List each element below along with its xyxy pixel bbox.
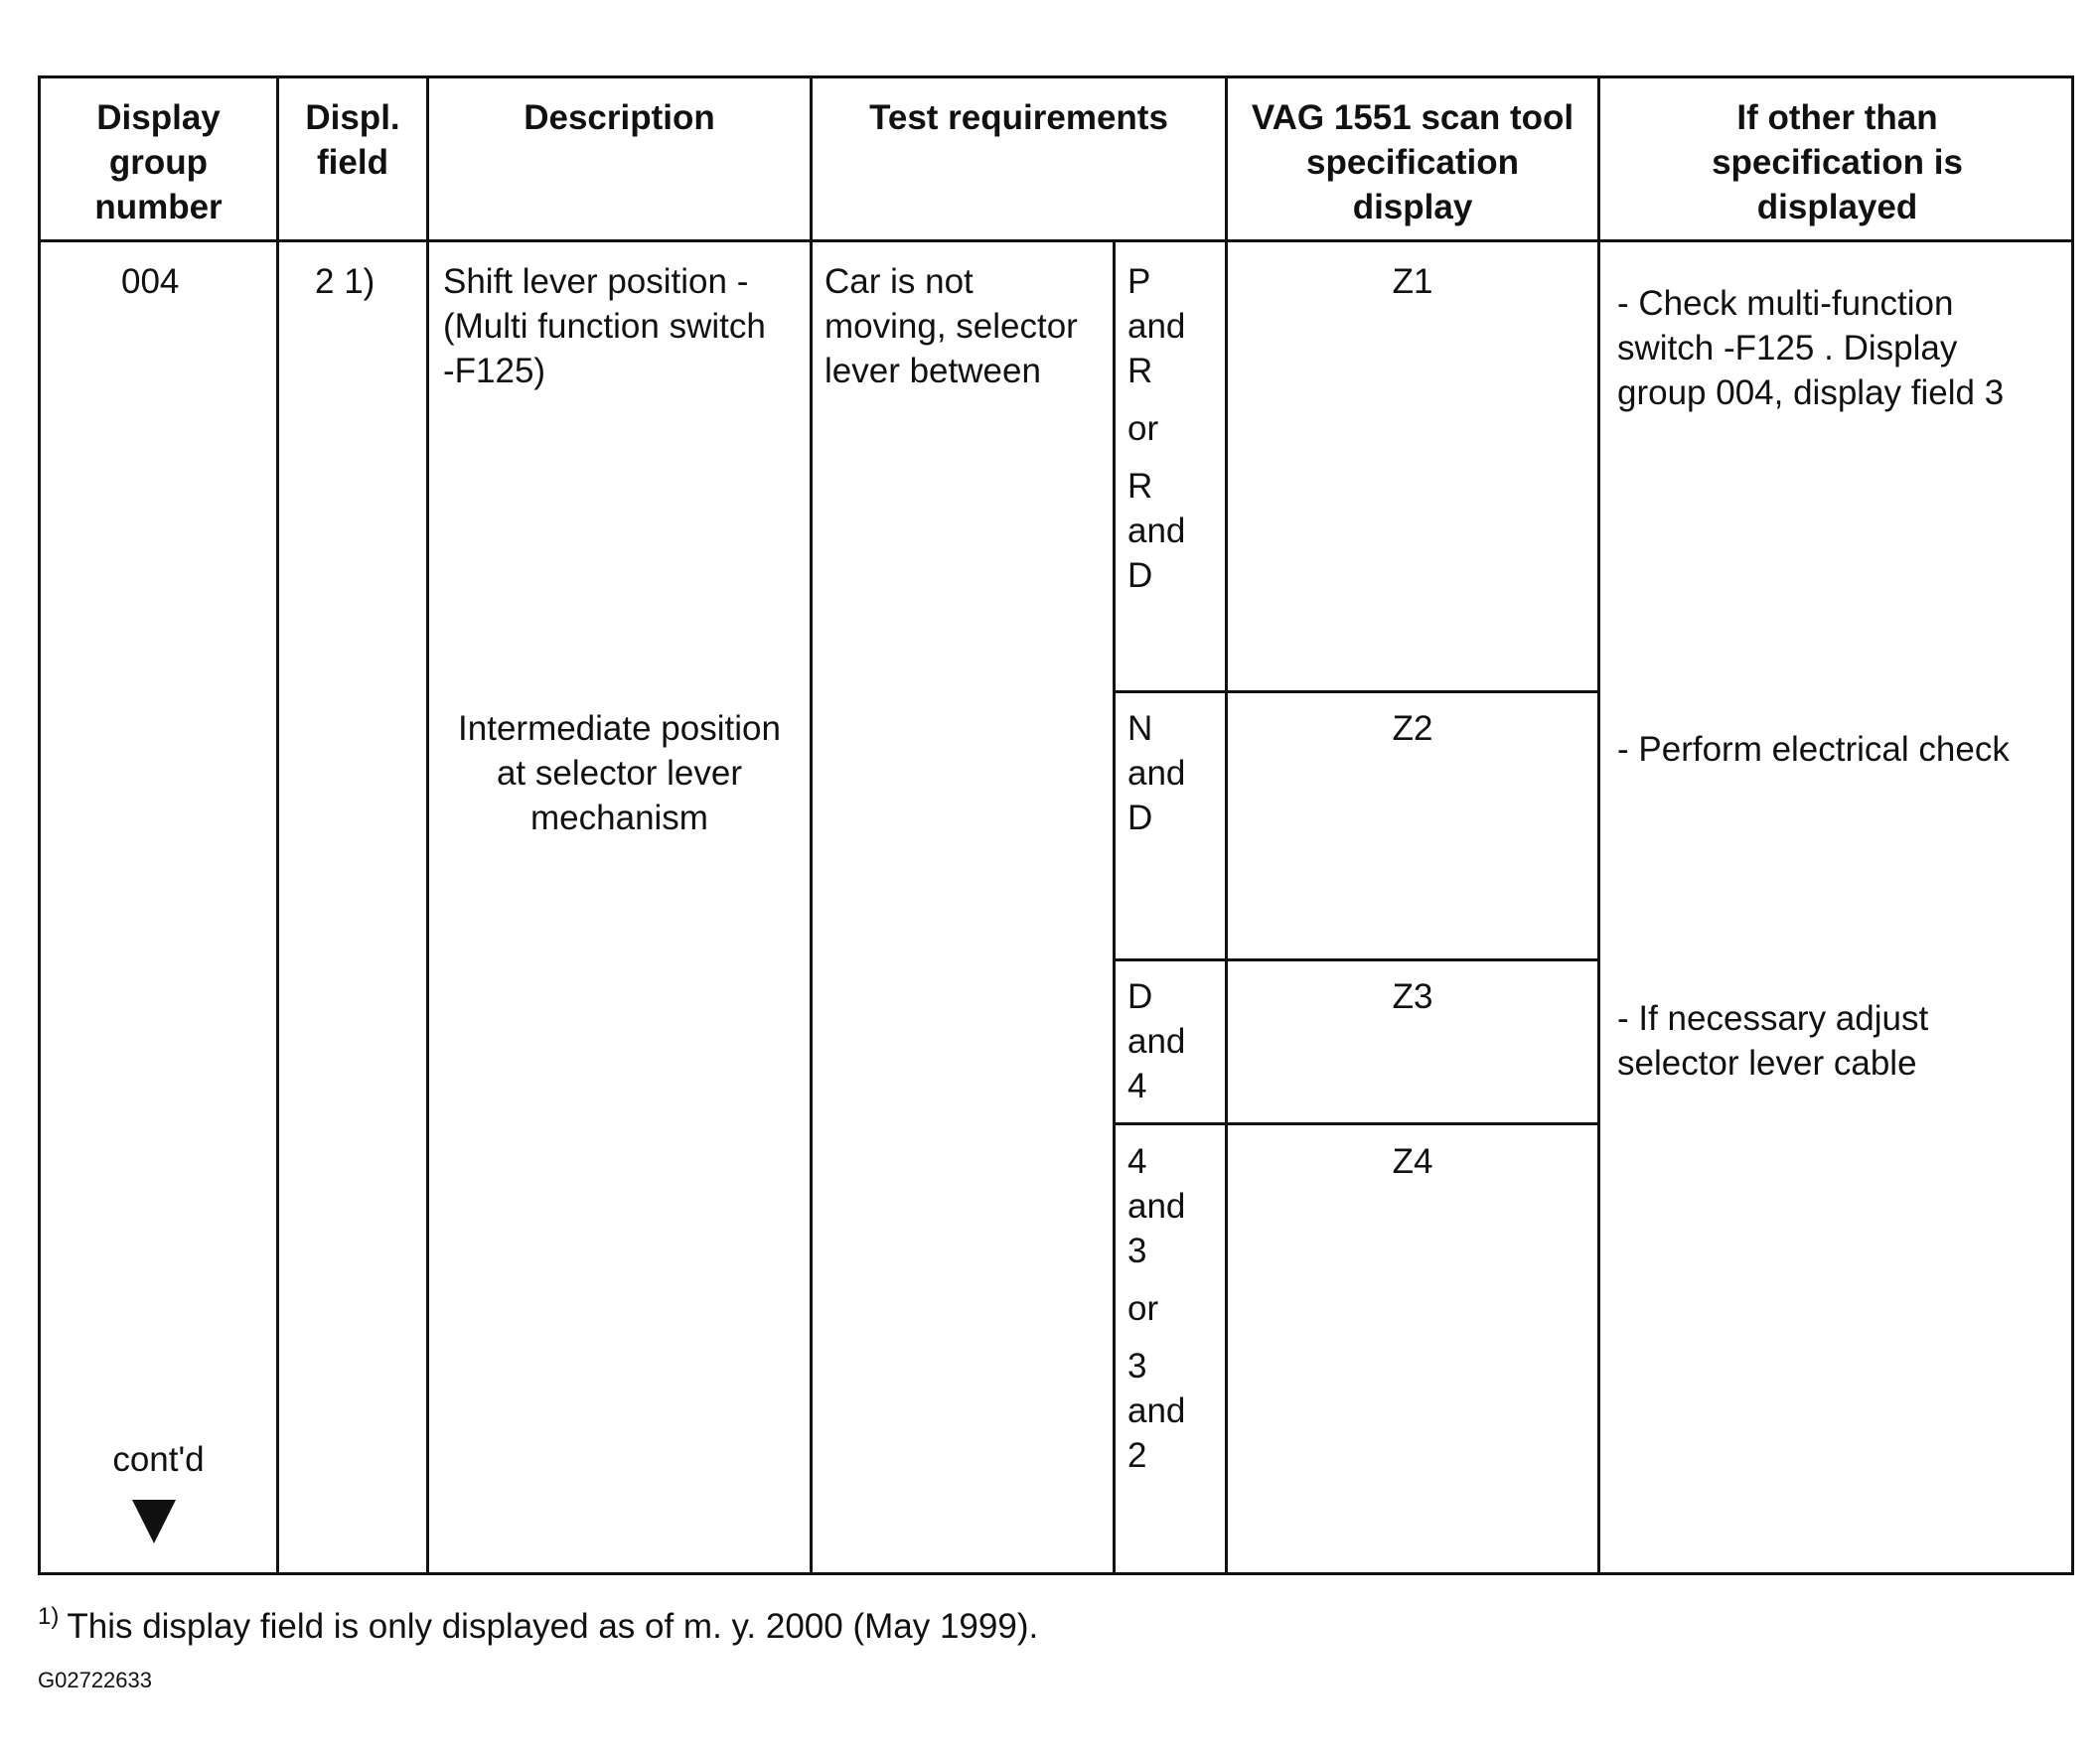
col-divider xyxy=(1597,75,1600,1575)
footnote xyxy=(38,1594,1038,1649)
header-description: Description xyxy=(524,98,715,137)
footnote-marker: 1) xyxy=(38,1603,60,1630)
footnote-text: This display field is only displayed as of m. y. 2000 (May 1999). xyxy=(67,1607,1039,1646)
test-condition: Car is not moving, selector lever between xyxy=(825,262,1078,390)
header-spec-display: VAG 1551 scan tool specification display xyxy=(1251,98,1575,226)
group-number: 004 xyxy=(121,262,180,301)
position-43-32: 4 and 3 or 3 and 2 xyxy=(1127,1142,1186,1475)
position-d4: D and 4 xyxy=(1127,977,1186,1105)
spec-z2: Z2 xyxy=(1392,709,1433,748)
position-pr-rd: P and R or R and D xyxy=(1127,262,1186,595)
header-display-group: Display group number xyxy=(94,98,223,226)
remedy-electrical-check: - Perform electrical check xyxy=(1617,730,2010,769)
spec-z4: Z4 xyxy=(1392,1142,1433,1181)
row-divider xyxy=(1113,690,1600,693)
header-divider xyxy=(38,239,2074,242)
position-nd: N and D xyxy=(1127,709,1186,837)
col-divider xyxy=(276,75,279,1575)
spec-z1: Z1 xyxy=(1392,262,1433,301)
figure-id: G02722633 xyxy=(38,1668,152,1692)
header-displ-field: Displ. field xyxy=(305,98,400,182)
remedy-check-switch: - Check multi-function switch -F125 . Display group 004, display field 3 xyxy=(1617,284,2005,412)
displ-field-value: 2 1) xyxy=(315,262,375,301)
remedy-adjust-cable: - If necessary adjust selector lever cable xyxy=(1617,999,1929,1083)
header-if-other: If other than specification is displayed xyxy=(1712,98,1963,226)
col-divider xyxy=(810,75,813,1575)
description-intermediate: Intermediate position at selector lever mechanism xyxy=(458,709,781,837)
col-divider xyxy=(1113,240,1116,1575)
contd-label: cont'd xyxy=(112,1440,205,1479)
description-shift-lever: Shift lever position - (Multi function switch -F125) xyxy=(443,262,766,390)
header-test-requirements: Test requirements xyxy=(869,98,1168,137)
spec-z3: Z3 xyxy=(1392,977,1433,1016)
down-arrow-icon xyxy=(132,1500,176,1543)
row-divider xyxy=(1113,958,1600,961)
row-divider xyxy=(1113,1122,1600,1125)
